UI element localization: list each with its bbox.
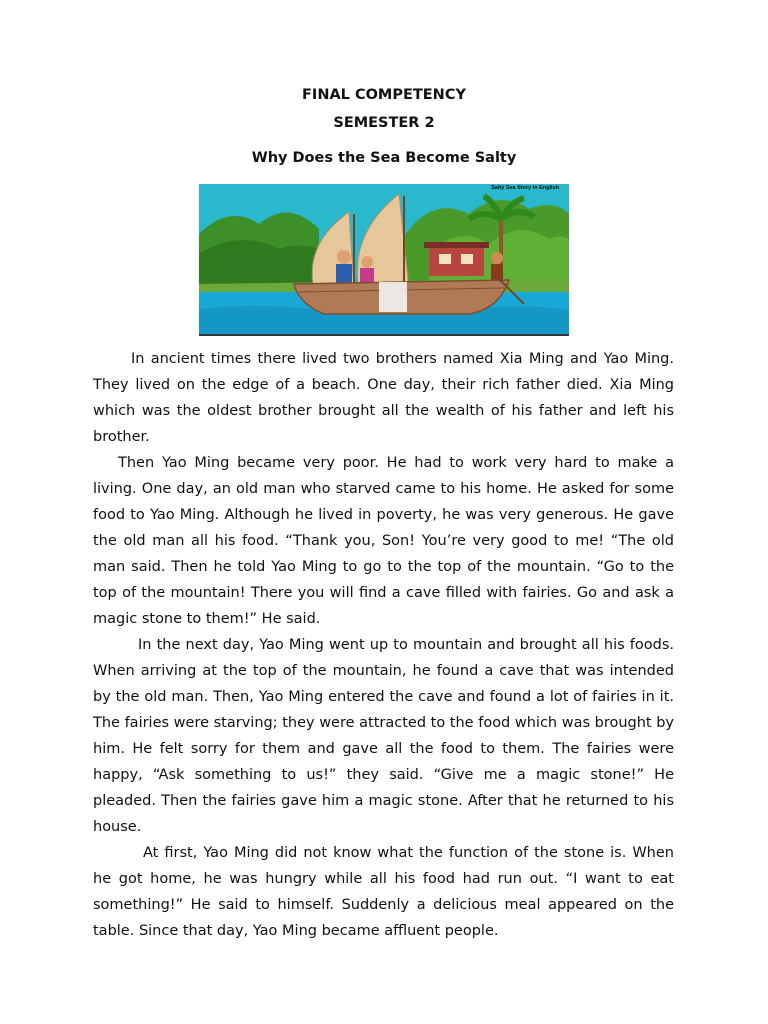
paragraph: In the next day, Yao Ming went up to mountain and brought all his foods. When arriving at the top of the mountain, he found a cave that was intended by the old man. Then, Yao Ming entered the cave and found a lot of fairies in it. The fairies were starving; they were attracted to the food which was brought by him. He felt sorry for them and gave all the food to them. The fairies were happy, “Ask something to us!” they said. “Give me a magic stone!” He pleaded. Then the fairies gave him a magic stone. After that he returned to his house. [93, 637, 675, 835]
document-title: FINAL COMPETENCY [302, 87, 466, 103]
story-title: Why Does the Sea Become Salty [251, 150, 517, 166]
story-illustration [199, 184, 569, 336]
paragraph: At first, Yao Ming did not know what the function of the stone is. When he got home, he was hungry while all his food had run out. “I want to eat something!” He said to himself. Suddenly a delicious meal appeared on the table. Since that day, Yao Ming became affluent people. [93, 845, 674, 939]
paragraph: In ancient times there lived two brothers named Xia Ming and Yao Ming. They lived on the edge of a beach. One day, their rich father died. Xia Ming which was the oldest brother brought all the wealth of his father and left his brother. [93, 351, 674, 445]
illustration-caption: Salty Sea Story in English [491, 185, 559, 191]
paragraph: Then Yao Ming became very poor. He had to work very hard to make a living. One day, an old man who starved came to his home. He asked for some food to Yao Ming. Although he lived in poverty, he was very generous. He gave the old man all his food. “Thank you, Son! You’re very good to me! “The old man said. Then he told Yao Ming to go to the top of the mountain. “Go to the top of the mountain! There you will find a cave filled with fairies. Go and ask a magic stone to them!” He said. [93, 455, 674, 627]
document-subtitle: SEMESTER 2 [333, 115, 435, 131]
story-body [93, 346, 674, 944]
boat-illustration-icon [199, 184, 569, 334]
